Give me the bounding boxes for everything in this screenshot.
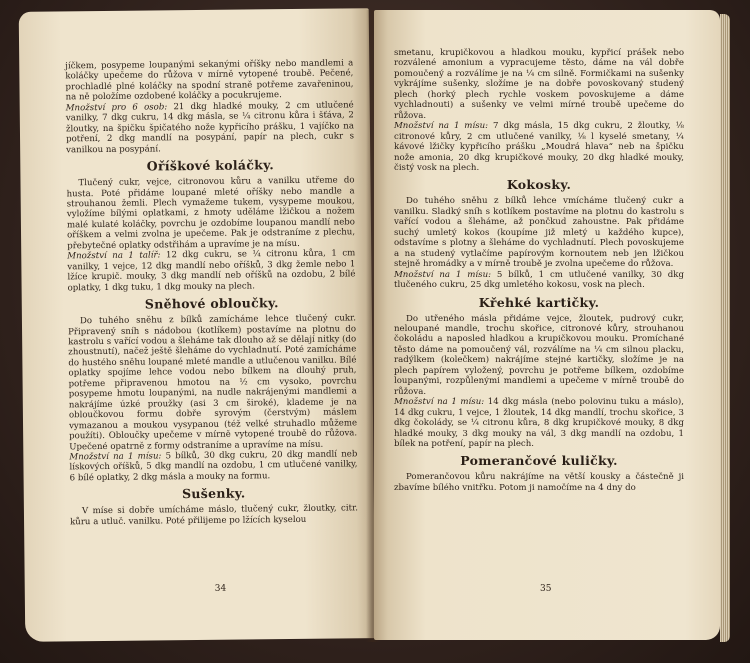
quantity-text: 7 dkg másla, 15 dkg cukru, 2 žloutky, ⅛ citronové kůry, 2 cm utlučené vanilky, ⅛ l kyselé smetany, ¼ kávové lžičky kypřicího prášku „Moudrá hlava“ neb na špičku nože amonia, 20 dkg krupičkové mouky, 20 dkg hladké mouky, čistý vosk na plech. [394, 121, 685, 173]
section-quantity [394, 270, 684, 291]
section-title: Oříškové koláčky. [146, 157, 275, 174]
section-quantity [67, 249, 355, 294]
section-quantity [394, 397, 684, 449]
section-title: Křehké kartičky. [478, 294, 600, 310]
quantity-text: 12 dkg cukru, se ¼ citronu kůra, 1 cm vanilky, 1 vejce, 12 dkg mandlí nebo oříšků, 3 dkg žemle nebo 1 lžíce krupič. mouky, 3 dkg mandlí neb oříšků na ozdobu, 2 bílé oplatky, 1 dkg tuku, 1 dkg mouky na plech. [67, 248, 356, 293]
section-text: Do utřeného másla přidáme vejce, žloutek, pudrový cukr, neloupané mandle, trochu skořice, citronové kůry, strouhanou čokoládu a naposled hladkou a krupičkovou mouku. Promíchané těsto dáme na pomoučený vál, rozválíme na ¼ cm silnou placku, radýlkem (kolečkem) nakrájíme stejné kartičky, složíme je na plech papírem vyložený, povrchu je potřeme bílkem, ozdobíme loupanými, rozpůlenými mandlemi a upečeme v mírně troubě do růžova. [394, 313, 684, 397]
quantity-label: Množství na 1 talíř: [67, 250, 161, 262]
section-title: Sněhové obloučky. [144, 295, 279, 312]
page-edges [720, 14, 730, 642]
section-title: Kokosky. [506, 177, 572, 193]
quantity-text: 5 bílků, 1 cm utlučené vanilky, 30 dkg tlučeného cukru, 25 dkg umletého kokosu, vosk na plech. [394, 269, 685, 291]
left-intro-text: jíčkem, posypeme loupanými sekanými oříšky nebo mandlemi a koláčky upečeme do růžova v mírně vytopené troubě. Pečené, prochladlé plné koláčky na spodní straně potřeme zavařeninou, na ně položíme ozdobené koláčky a pocukrujeme. [65, 58, 354, 103]
quantity-label: Množství na 1 mísu: [394, 269, 492, 280]
open-book [22, 10, 730, 650]
quantity-text: 5 bílků, 30 dkg cukru, 20 dkg mandlí neb lískových oříšků, 5 dkg mandlí na ozdobu, 1 cm utlučené vanilky, 6 bílé oplatky, 2 dkg másla a mouky na formu. [69, 449, 358, 484]
right-page [374, 10, 720, 640]
section-text: Do tuhého sněhu z bílků lehce vmícháme tlučený cukr a vanilku. Sladký sníh s kotlíkem postavíme na plotnu do kastrolu s vařící vodou a šleháme, až pončkud zahoustne. Pak přidáme suchý umletý kokos (koupíme již mletý u každého kupce), odstavíme s plotny a šleháme do vychladnutí. Plech povoskujeme a na studený vytlačíme papírovým kornoutem neb jen lžičkou stejně hromádky a v mírně troubě je zvolna upečeme do růžova. [394, 196, 684, 270]
left-intro-quantity [66, 100, 355, 155]
right-intro-text: smetanu, krupičkovou a hladkou mouku, kypřicí prášek nebo rozválené amonium a vypracujeme těsto, dáme na vál dobře pomoučený a rozválíme je na ¼ cm silně. Formičkami na sušenky vykrájíme sušenky, složíme je na dobře povoskovaný studený plech (horký plech rychle voskem povoskujeme a dáme vychladnouti) a sušenky ve velmi mírné troubě upečeme do růžova. [394, 48, 684, 121]
section-quantity [69, 449, 357, 483]
page-number: 34 [214, 583, 227, 594]
section-title: Pomerančové kuličky. [460, 453, 618, 469]
quantity-text: 14 dkg másla (nebo polovinu tuku a máslo), 14 dkg cukru, 1 vejce, 1 žloutek, 14 dkg mandlí, trochu skořice, 3 dkg čokolády, se ¼ citronu kůra, 8 dkg krupičkové mouky, 8 dkg hladké mouky, 3 dkg mouky na vál, 3 dkg mandlí na ozdobu, 1 bílek na potření, papír na plech. [394, 397, 685, 449]
left-page [19, 8, 376, 642]
page-number: 35 [540, 584, 552, 594]
section-text: V míse si dobře umícháme máslo, tlučený cukr, žloutky, citr. kůru a utluč. vanilku. Poté přilijeme po lžících kyselou [70, 503, 358, 528]
section-text: Pomerančovou kůru nakrájíme na větší kousky a částečně ji zbavíme bílého vnitřku. Potom ji namočíme na 4 dny do [394, 472, 684, 493]
section-text: Do tuhého sněhu z bílků zamícháme lehce tlučený cukr. Připravený sníh s nádobou (kotlíkem) postavíme na plotnu do kastrolu s vařící vodou a šleháme tak dlouho až se dělají nitky (do zhoustnutí), načež ještě šleháme do vychladnutí. Poté zamícháme do hustého sněhu loupané mleté mandle a utlučenou vanilku. Bílé oplatky spojíme lehce vodou nebo bílkem na dlouhý pruh, potřeme připravenou hmotou na ½ cm vysoko, povrchu posypeme hmotu loupanými, na nudle nakrájenými mandlemi a nakrájíme úzké proužky (asi 3 cm široké), klademe je na obloučkovou formu dobře syrovým (čerstvým) máslem vymazanou a moukou vysypanou (též velké struhadlo můžeme použíti). Obloučky upečeme v mírně vytopené troubě do růžova. Upečené opatrně z formy odstraníme a upravíme na mísu. [68, 313, 358, 452]
quantity-label: Množství na 1 mísu: [69, 451, 162, 463]
quantity-label: Množství pro 6 osob: [65, 102, 168, 114]
right-intro-quantity [394, 121, 684, 173]
section-text: Tlučený cukr, vejce, citronovou kůru a vanilku utřeme do husta. Poté přidáme loupané mleté oříšky nebo mandle a strouhanou žemli. Plech vymažeme tukem, vysypeme moukou, vyložíme bílými oplatkami, z hmoty uděláme lžičkou a nožem malé kulaté koláčky, povrchu je ozdobíme loupanou mandlí nebo oříškem a velmi zvolna je upečeme. Pak je odstraníme z plechu, přebytečné oplatky odstřihám a upravíme je na mísu. [66, 175, 356, 252]
quantity-text: 21 dkg hladké mouky, 2 cm utlučené vanilky, 7 dkg cukru, 14 dkg másla, se ¼ citronu kůra i šťáva, 2 žloutky, na špičku špičatého nože kypřicího prášku, 1 vajíčko na potření, 2 dkg mandlí na posypání, papír na plech, cukr s vanilkou na posypání. [65, 100, 355, 155]
section-title: Sušenky. [181, 485, 246, 502]
quantity-label: Množství na 1 mísu: [394, 397, 485, 408]
quantity-label: Množství na 1 mísu: [394, 121, 489, 132]
